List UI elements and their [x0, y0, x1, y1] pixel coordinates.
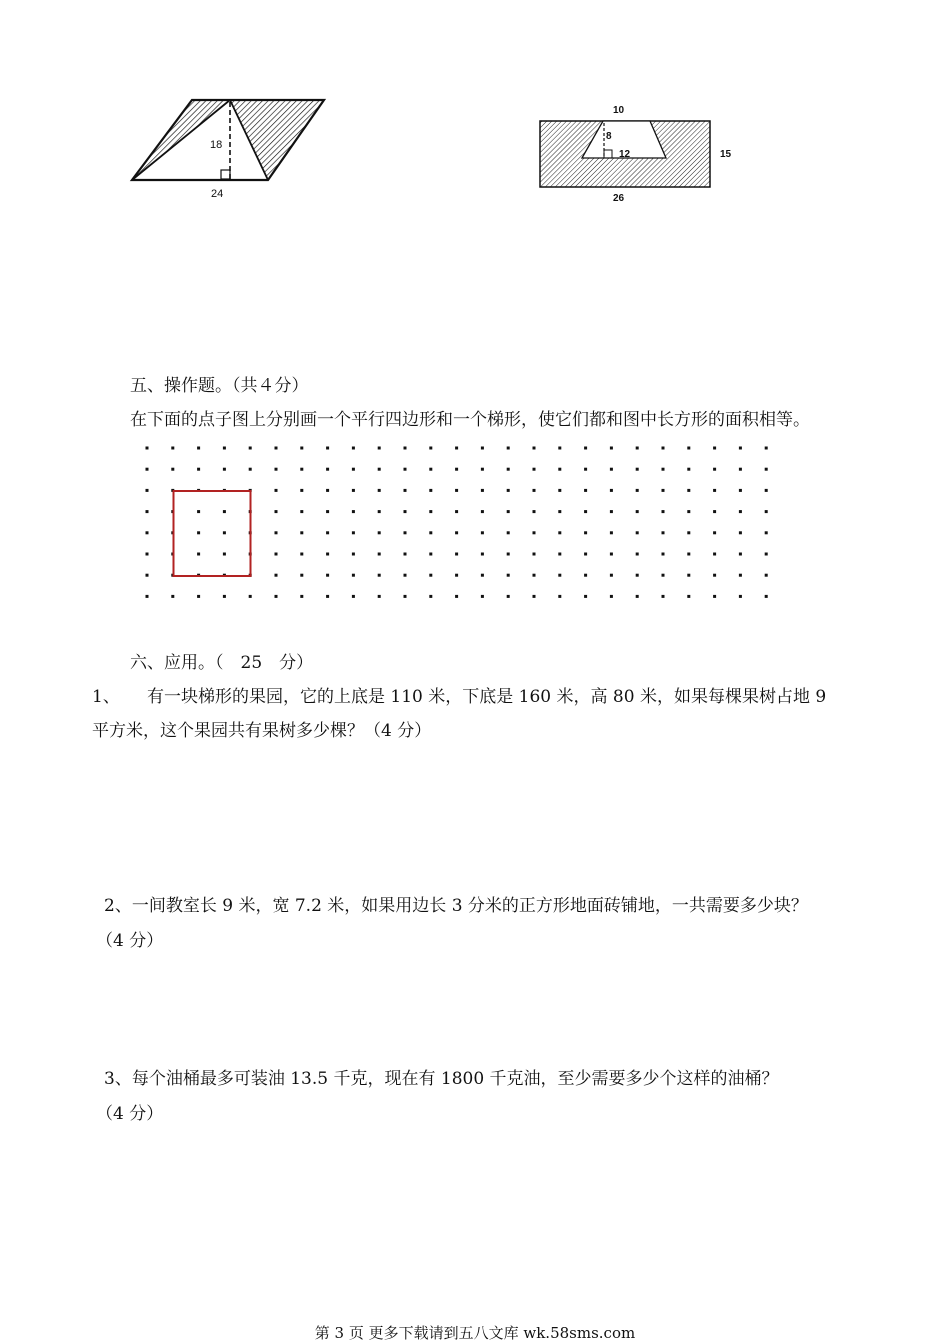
grid-dot — [223, 531, 226, 534]
grid-dot — [481, 510, 484, 513]
grid-dot — [455, 574, 458, 577]
grid-dot — [352, 468, 355, 471]
grid-dot — [713, 489, 716, 492]
grid-dot — [765, 447, 768, 450]
grid-dot — [533, 447, 536, 450]
grid-dot — [610, 510, 613, 513]
grid-dot — [687, 468, 690, 471]
problem-3-number: 3、 — [104, 1069, 132, 1089]
grid-dot — [352, 447, 355, 450]
grid-dot — [687, 489, 690, 492]
grid-dot — [713, 553, 716, 556]
problem-1-number: 1、 — [92, 687, 120, 707]
grid-dot — [610, 574, 613, 577]
grid-dot — [300, 447, 303, 450]
grid-dot — [378, 468, 381, 471]
dot-grid — [135, 436, 795, 628]
grid-dot — [533, 531, 536, 534]
grid-dot — [610, 447, 613, 450]
grid-dot — [223, 510, 226, 513]
grid-dot — [326, 447, 329, 450]
grid-dot — [636, 574, 639, 577]
problem-1-line1: 有一块梯形的果园，它的上底是 110 米，下底是 160 米，高 80 米，如果每棵果树占地 9 — [147, 687, 827, 707]
grid-dot — [404, 447, 407, 450]
grid-dot — [558, 447, 561, 450]
grid-dot — [404, 468, 407, 471]
grid-dot — [429, 468, 432, 471]
grid-dot — [636, 531, 639, 534]
problem-1 — [92, 684, 826, 710]
grid-dot — [300, 574, 303, 577]
grid-dot — [610, 468, 613, 471]
grid-dot — [378, 531, 381, 534]
grid-dot — [533, 489, 536, 492]
problem-3-line1: 每个油桶最多可装油 13.5 千克，现在有 1800 千克油，至少需要多少个这样的油桶？ — [131, 1069, 779, 1089]
grid-dot — [455, 468, 458, 471]
grid-dot — [326, 468, 329, 471]
problem-2 — [104, 893, 808, 919]
grid-dot — [352, 553, 355, 556]
grid-dot — [636, 553, 639, 556]
grid-dot — [429, 553, 432, 556]
grid-dot — [223, 447, 226, 450]
grid-dot — [326, 595, 329, 598]
grid-dot — [507, 447, 510, 450]
grid-dot — [687, 553, 690, 556]
rectangle-trapezoid-figure — [530, 98, 750, 208]
grid-dot — [146, 574, 149, 577]
grid-dot — [197, 468, 200, 471]
bottom-label: 26 — [613, 193, 625, 204]
grid-dot — [558, 468, 561, 471]
grid-dot — [584, 553, 587, 556]
grid-dot — [662, 595, 665, 598]
grid-dot — [713, 595, 716, 598]
grid-dot — [739, 574, 742, 577]
grid-dot — [739, 489, 742, 492]
grid-dot — [610, 531, 613, 534]
grid-dot — [507, 553, 510, 556]
grid-dot — [507, 574, 510, 577]
side-label: 15 — [720, 149, 732, 160]
grid-dot — [636, 468, 639, 471]
grid-dot — [507, 510, 510, 513]
grid-dot — [481, 574, 484, 577]
grid-dot — [765, 595, 768, 598]
grid-dot — [146, 553, 149, 556]
grid-dot — [687, 447, 690, 450]
grid-dot — [739, 447, 742, 450]
grid-dot — [533, 468, 536, 471]
right-angle-mark — [221, 170, 230, 179]
grid-dot — [275, 447, 278, 450]
grid-dot — [739, 468, 742, 471]
grid-dot — [455, 553, 458, 556]
grid-dot — [404, 510, 407, 513]
grid-dot — [481, 553, 484, 556]
grid-dot — [429, 447, 432, 450]
grid-dot — [197, 447, 200, 450]
grid-dot — [533, 510, 536, 513]
grid-dot — [171, 595, 174, 598]
grid-dot — [146, 595, 149, 598]
grid-dot — [687, 574, 690, 577]
grid-dot — [584, 595, 587, 598]
grid-dot — [507, 489, 510, 492]
grid-dot — [481, 595, 484, 598]
grid-dot — [300, 489, 303, 492]
grid-dot — [765, 531, 768, 534]
page-footer: 第 3 页 更多下载请到五八文库 wk.58sms.com — [314, 1324, 636, 1342]
grid-dot — [300, 553, 303, 556]
grid-dot — [404, 595, 407, 598]
grid-dot — [404, 574, 407, 577]
grid-dot — [326, 489, 329, 492]
grid-dot — [739, 510, 742, 513]
grid-dot — [662, 468, 665, 471]
problem-3 — [104, 1066, 779, 1092]
grid-dot — [558, 489, 561, 492]
red-rectangle — [174, 491, 251, 576]
parallelogram-height-label: 18 — [210, 139, 223, 151]
grid-dot — [687, 595, 690, 598]
grid-dot — [404, 489, 407, 492]
grid-dot — [739, 531, 742, 534]
grid-dot — [249, 447, 252, 450]
grid-dot — [739, 553, 742, 556]
grid-dot — [713, 447, 716, 450]
grid-dot — [533, 595, 536, 598]
grid-dot — [223, 468, 226, 471]
grid-dot — [197, 553, 200, 556]
grid-dot — [662, 574, 665, 577]
grid-dot — [352, 531, 355, 534]
grid-dot — [429, 510, 432, 513]
grid-dot — [300, 468, 303, 471]
grid-dot — [352, 510, 355, 513]
grid-dot — [171, 447, 174, 450]
grid-dot — [275, 553, 278, 556]
grid-dot — [662, 531, 665, 534]
grid-dot — [378, 595, 381, 598]
section5-instruction: 在下面的点子图上分别画一个平行四边形和一个梯形，使它们都和图中长方形的面积相等。 — [130, 410, 810, 430]
grid-dot — [533, 553, 536, 556]
grid-dot — [404, 531, 407, 534]
grid-dot — [636, 595, 639, 598]
parallelogram-figure — [120, 90, 340, 205]
grid-dot — [610, 489, 613, 492]
grid-dot — [739, 595, 742, 598]
grid-dot — [636, 447, 639, 450]
grid-dot — [300, 510, 303, 513]
grid-dot — [300, 531, 303, 534]
grid-dot — [687, 531, 690, 534]
grid-dot — [584, 489, 587, 492]
grid-dot — [146, 510, 149, 513]
grid-dot — [662, 510, 665, 513]
grid-dot — [275, 489, 278, 492]
grid-dot — [687, 510, 690, 513]
grid-dot — [404, 553, 407, 556]
grid-dot — [171, 468, 174, 471]
grid-dot — [429, 531, 432, 534]
grid-dot — [713, 510, 716, 513]
grid-dot — [378, 447, 381, 450]
grid-dot — [662, 447, 665, 450]
grid-dot — [765, 553, 768, 556]
problem-2-line1: 一间教室长 9 米，宽 7.2 米，如果用边长 3 分米的正方形地面砖铺地，一共需要多少块？ — [131, 896, 808, 916]
problem-1-line2: 平方米，这个果园共有果树多少棵？（4 分） — [92, 721, 432, 741]
top-label: 10 — [613, 105, 625, 116]
grid-dot — [533, 574, 536, 577]
grid-dot — [378, 489, 381, 492]
grid-dot — [558, 553, 561, 556]
grid-dot — [275, 510, 278, 513]
grid-dot — [455, 447, 458, 450]
grid-dot — [146, 489, 149, 492]
grid-dot — [558, 510, 561, 513]
grid-dot — [223, 553, 226, 556]
parallelogram-base-label: 24 — [211, 188, 224, 200]
grid-dot — [275, 595, 278, 598]
grid-dot — [326, 510, 329, 513]
grid-dot — [429, 595, 432, 598]
grid-dot — [765, 510, 768, 513]
grid-dot — [326, 574, 329, 577]
grid-dot — [352, 595, 355, 598]
grid-dot — [713, 531, 716, 534]
grid-dot — [146, 447, 149, 450]
section5-title: 五、操作题。（共４分） — [130, 376, 309, 396]
grid-dot — [378, 510, 381, 513]
grid-dot — [610, 595, 613, 598]
grid-dot — [378, 553, 381, 556]
grid-dot — [455, 510, 458, 513]
grid-dot — [507, 468, 510, 471]
grid-dot — [146, 531, 149, 534]
grid-dot — [765, 489, 768, 492]
grid-dot — [636, 489, 639, 492]
grid-dot — [481, 447, 484, 450]
grid-dot — [662, 489, 665, 492]
grid-dot — [455, 595, 458, 598]
grid-dot — [584, 468, 587, 471]
grid-dot — [610, 553, 613, 556]
trapezoid-height-label: 8 — [606, 131, 612, 142]
grid-dot — [429, 489, 432, 492]
grid-dot — [275, 531, 278, 534]
grid-dot — [455, 531, 458, 534]
grid-dot — [713, 574, 716, 577]
grid-dot — [275, 574, 278, 577]
grid-dot — [765, 468, 768, 471]
grid-dot — [558, 531, 561, 534]
grid-dot — [584, 531, 587, 534]
grid-dot — [249, 468, 252, 471]
grid-dot — [584, 574, 587, 577]
grid-dot — [507, 531, 510, 534]
grid-dot — [197, 595, 200, 598]
grid-dot — [197, 510, 200, 513]
grid-dot — [352, 574, 355, 577]
grid-dot — [300, 595, 303, 598]
grid-dot — [765, 574, 768, 577]
grid-dot — [146, 468, 149, 471]
grid-dot — [249, 595, 252, 598]
problem-2-number: 2、 — [104, 896, 132, 916]
grid-dot — [713, 468, 716, 471]
problem-2-line2: （4 分） — [96, 931, 164, 951]
grid-dot — [662, 553, 665, 556]
trapezoid-base-label: 12 — [619, 149, 631, 160]
grid-dot — [558, 595, 561, 598]
grid-dot — [636, 510, 639, 513]
grid-dot — [584, 510, 587, 513]
grid-dot — [584, 447, 587, 450]
grid-dot — [507, 595, 510, 598]
grid-dot — [326, 553, 329, 556]
grid-dot — [455, 489, 458, 492]
section6-title: 六、应用。（ 25 分） — [130, 653, 314, 673]
grid-dot — [481, 468, 484, 471]
problem-3-line2: （4 分） — [96, 1104, 164, 1124]
grid-dot — [197, 531, 200, 534]
grid-dot — [352, 489, 355, 492]
grid-dot — [275, 468, 278, 471]
grid-dot — [558, 574, 561, 577]
grid-dot — [378, 574, 381, 577]
grid-dot — [481, 489, 484, 492]
grid-dot — [429, 574, 432, 577]
grid-dot — [481, 531, 484, 534]
grid-dot — [223, 595, 226, 598]
grid-dot — [326, 531, 329, 534]
